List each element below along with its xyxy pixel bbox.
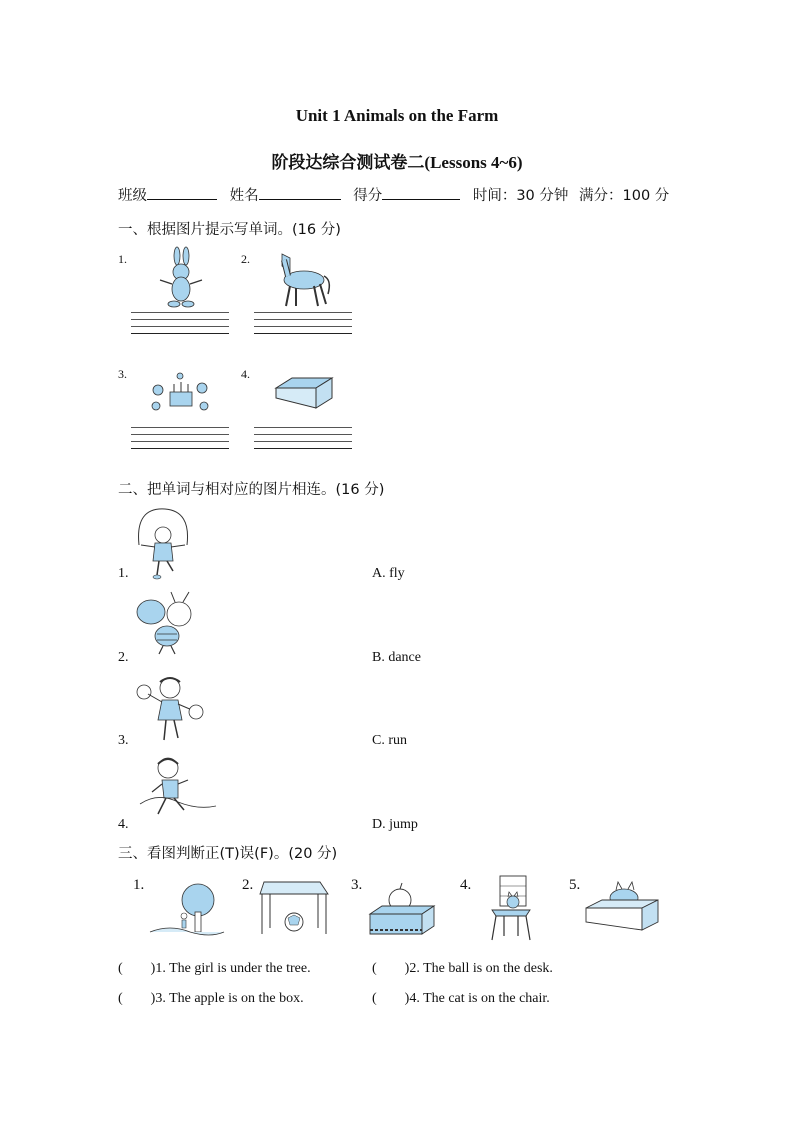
score-blank[interactable] <box>382 185 460 200</box>
writing-lines[interactable] <box>254 427 352 455</box>
running-boy-icon <box>138 752 218 826</box>
class-blank[interactable] <box>147 185 217 200</box>
horse-icon <box>268 250 334 310</box>
s3-picture-number: 1. <box>133 877 145 893</box>
s1-item-number: 3. <box>118 367 127 381</box>
jumping-rope-girl-icon <box>133 505 195 581</box>
s3-statement[interactable]: ( )3. The apple is on the box. <box>118 991 304 1006</box>
s2-number: 2. <box>118 650 129 665</box>
s2-number: 4. <box>118 817 129 832</box>
dancing-girl-icon <box>134 672 206 744</box>
s3-picture-number: 5. <box>569 877 581 893</box>
s2-word-option[interactable]: B. dance <box>372 650 421 665</box>
s3-picture-number: 3. <box>351 877 363 893</box>
student-info-row <box>118 184 669 205</box>
section3-heading: 三、看图判断正(T)误(F)。(20 分) <box>118 846 338 862</box>
s2-word-option[interactable]: A. fly <box>372 566 405 581</box>
s2-number: 1. <box>118 566 129 581</box>
s2-word-option[interactable]: C. run <box>372 733 407 748</box>
chair-with-cat-icon <box>486 874 536 942</box>
s1-item-number: 1. <box>118 252 127 266</box>
tree-scene-icon <box>150 880 224 940</box>
page-subtitle: 阶段达综合测试卷二(Lessons 4~6) <box>271 153 523 172</box>
score-label: 得分 <box>353 188 383 204</box>
s3-statement[interactable]: ( )1. The girl is under the tree. <box>118 961 311 976</box>
writing-lines[interactable] <box>131 427 229 455</box>
s3-picture-number: 4. <box>460 877 472 893</box>
section2-heading: 二、把单词与相对应的图片相连。(16 分) <box>118 482 385 498</box>
full-score-text: 满分：100 分 <box>579 188 670 204</box>
box-icon <box>272 374 336 414</box>
s1-item-number: 2. <box>241 252 250 266</box>
s2-number: 3. <box>118 733 129 748</box>
name-label: 姓名 <box>229 188 259 204</box>
writing-lines[interactable] <box>254 312 352 340</box>
cat-on-box-icon <box>584 878 660 938</box>
time-text: 时间：30 分钟 <box>472 188 569 204</box>
bee-icon <box>135 588 201 658</box>
class-label: 班级 <box>118 188 147 204</box>
name-blank[interactable] <box>259 185 341 200</box>
apple-on-box-icon <box>366 880 438 938</box>
s1-item-number: 4. <box>241 367 250 381</box>
birthday-party-icon <box>150 372 210 414</box>
s3-statement[interactable]: ( )4. The cat is on the chair. <box>372 991 550 1006</box>
page-title: Unit 1 Animals on the Farm <box>295 106 499 125</box>
section1-heading: 一、根据图片提示写单词。(16 分) <box>118 222 341 238</box>
s3-picture-number: 2. <box>242 877 254 893</box>
writing-lines[interactable] <box>131 312 229 340</box>
s3-statement[interactable]: ( )2. The ball is on the desk. <box>372 961 553 976</box>
s2-word-option[interactable]: D. jump <box>372 817 418 832</box>
rabbit-icon <box>150 250 210 312</box>
desk-with-ball-icon <box>258 878 330 938</box>
